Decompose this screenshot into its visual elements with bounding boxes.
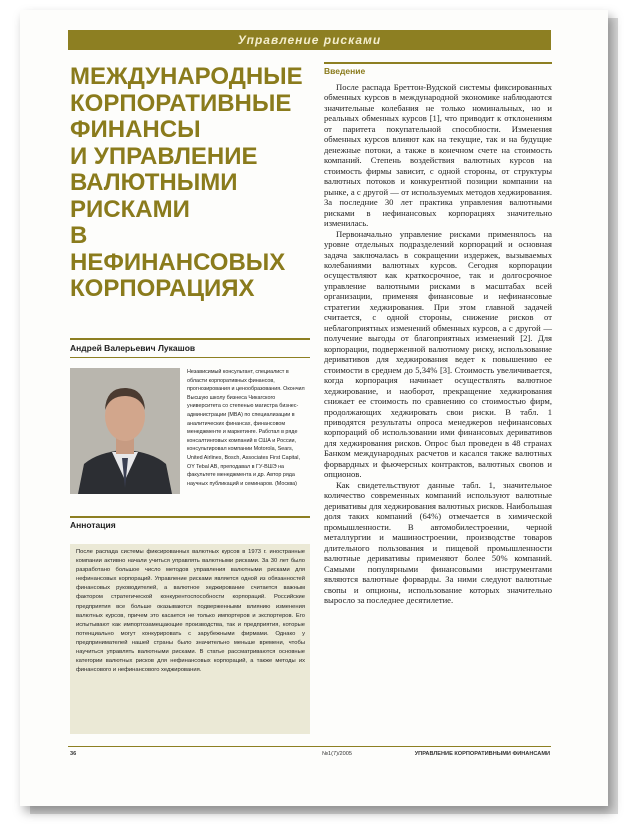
footer-rule (68, 746, 551, 747)
author-photo (70, 368, 180, 494)
section-header-bar: Управление рисками (68, 30, 551, 50)
author-name: Андрей Валерьевич Лукашов (70, 343, 196, 353)
paragraph: Первоначально управление рисками применялось на уровне отдельных подразделений корпораций и основная задача заключалась в сокращении издержек, вызываемых колебаниями валютных курсов. Сегодня корпорации осуществляют как краткосрочное, так и долгосрочное управление валютными рисками в масштабах всей организации, применяя финансовые и нефинансовые стратегии хеджирования. При этом главной задачей считается, с одной стороны, снижение рисков от неблагоприятных изменений обменных курсов, а с другой — получение выгоды от благоприятных изменений [2]. Для корпорации, подверженной валютному риску, использование деривативов для хеджирования ведет к повышению ее стоимости в среднем до 5,34% [3]. Стоимость увеличивается, когда корпорация начинает осуществлять валютное хеджирование, и наоборот, прекращение хеджирования снижает ее стоимость по сравнению со стоимостью фирм, продолжающих хеджировать свои риски. В табл. 1 приводятся результаты опроса менеджеров нефинансовых корпораций об использовании ими финансовых деривативов для хеджирования рисков. Опрос был проведен в 48 странах Банком международных расчетов и касался также валютных форвардных и фьючерсных контрактов, валютных свопов и опционов. (324, 228, 552, 480)
author-rule (70, 338, 310, 340)
author-rule-bottom (70, 357, 310, 358)
title-line: КОРПОРАТИВНЫЕ (70, 89, 292, 117)
annotation-rule (70, 516, 310, 518)
title-line: ФИНАНСЫ (70, 116, 201, 143)
title-line: РИСКАМИ (70, 195, 190, 223)
page-number: 36 (70, 751, 77, 757)
paragraph: После распада Бреттон-Вудской системы фиксированных обменных курсов в международной экономике наблюдаются значительные колебания не только номинальных, но и реальных обменных курсов [1], что приводит к отклонениям от паритета покупательной способности. Изменения обменных курсов влияют как на текущие, так и на будущие денежные потоки, а также в конечном счете на стоимость компаний. Степень воздействия валютных курсов на стоимость фирмы зависит, с одной стороны, от структуры валютных потоков и конкурентной позиции компании на рынке, а с другой — от используемых методов хеджирования. За последние 30 лет практика управления валютными рисками в нефинансовых корпорациях значительно изменилась. (324, 82, 552, 229)
intro-heading: Введение (324, 66, 366, 76)
paragraph: Как свидетельствуют данные табл. 1, значительное количество современных компаний используют валютные деривативы для хеджирования валютных рисков. Наибольшая доля таких компаний (64%) отмечается в химической промышленности. В автомобилестроении, черной металлургии и машиностроении, производстве товаров длительного пользования и пищевой промышленности валютные деривативы применяют более 50% компаний. Самыми популярными финансовыми инструментами являются валютные форварды. За ними следуют валютные свопы и опционы, использование которых значительно выросло за последнее десятилетие. (324, 479, 552, 605)
title-line: МЕЖДУНАРОДНЫЕ (70, 63, 303, 90)
title-line: ВАЛЮТНЫМИ (70, 169, 238, 196)
annotation-text: После распада системы фиксированных валютных курсов в 1973 г. иностранные компании активно начали учиться управлять валютными рисками. За 30 лет было разработано большое число методов управления валютными рисками для нефинансовых корпораций. Управление рисками является одной из обязанностей финансовых руководителей, а валютное хеджирование считается важным фактором стратегической конкурентоспособности корпораций. Российские предприятия все больше оказываются подверженными влиянию изменения валютных курсов, причем это касается не только импортеров и экспортеров. Его испытывают как импортозамещающие производства, так и предприятия, которые потенциально могут конкурировать с зарубежными фирмами. Однако у предпринимателей нашей страны было значительно меньше времени, чтобы научиться управлять валютными рисками. В статье рассматриваются основные категории валютных рисков для нефинансовых корпораций, а также методы их финансового и нефинансового хеджирования. (76, 549, 305, 674)
title-line: И УПРАВЛЕНИЕ (70, 142, 258, 170)
journal-name: УПРАВЛЕНИЕ КОРПОРАТИВНЫМИ ФИНАНСАМИ (414, 751, 550, 757)
author-bio: Независимый консультант, специалист в области корпоративных финансов, прогнозирования и ценообразования. Окончил Высшую школу бизнеса Чикагского университета со степенью магистра бизнес-администрации (MBA) по специализации в аналитических финансах, финансовом менеджменте и маркетинге. Работал в ряде консалтинговых компаний в США и России, консультировал компании Motorola, Sears, United Airlines, Bosch, Associates First Capital, OY Tebal AB, преподавал в ГУ-ВШЭ на факультете менеджмента и др. Автор ряда научных публикаций и семинаров. (Москва) (187, 369, 305, 487)
annotation-heading: Аннотация (70, 520, 116, 530)
title-line: КОРПОРАЦИЯХ (70, 275, 255, 302)
issue-number: №1(7)/2005 (322, 751, 352, 757)
intro-rule (324, 62, 552, 64)
article-title (70, 64, 308, 303)
intro-body (324, 82, 552, 605)
title-line: В НЕФИНАНСОВЫХ (70, 222, 286, 276)
